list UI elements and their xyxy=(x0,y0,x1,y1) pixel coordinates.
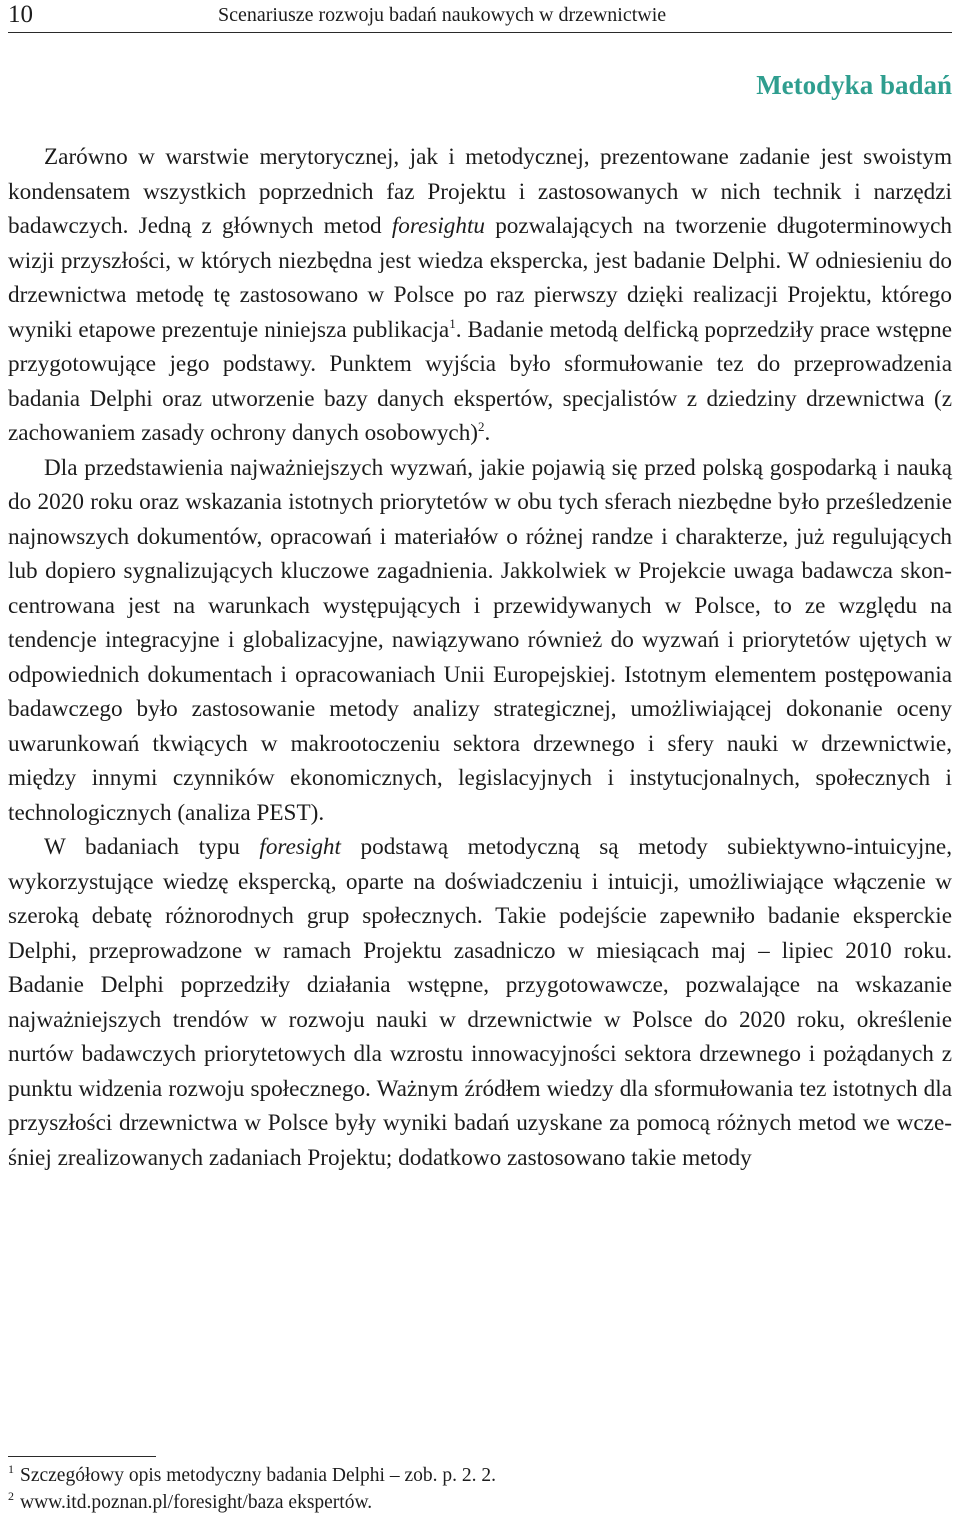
term-foresightu: foresightu xyxy=(391,213,486,239)
footnote-separator xyxy=(8,1456,156,1457)
footnote-ref-1[interactable]: 1 xyxy=(449,315,456,331)
footnote-2-text[interactable]: www.itd.poznan.pl/foresight/baza ekspertów. xyxy=(20,1492,373,1513)
running-title: Scenariusze rozwoju badań naukowych w drzewnictwie xyxy=(218,4,667,26)
footnote-2-mark: 2 xyxy=(8,1489,14,1503)
paragraph-1-part-4: . xyxy=(484,420,491,446)
body-text xyxy=(8,140,952,1175)
paragraph-1-part-2: pozwalających na tworzenie długoterminowych wizji przyszłości, w których niezbędna jest wiedza ekspercka, jest badanie Delphi. W odniesieniu do drzewnictwa metodę tę zastosowano w Polsce po raz pierwszy dzięki realizacji Projektu, którego wyniki etapowe prezentuje niniejsza publikacja xyxy=(8,213,952,343)
paragraph-3-part-2: podstawą metodyczną są metody subiektywno-intuicyjne, wykorzystujące wiedzę ekspercką, oparte na doświadczeniu i intuicji, umożliwiające włączenie w szeroką debatę różnorodnych grup społecznych. Takie podejście zapewniło badanie eksperckie Delphi, przeprowadzone w ramach Projektu zasadniczo w miesiącach maj – lipiec 2010 roku. Badanie Delphi poprzedziły działania wstępne, przygotowawcze, pozwalające na wskazanie najważniejszych trendów w rozwoju nauki w drzewnictwie w Polsce do 2020 roku, określenie nurtów badawczych priorytetowych dla wzrostu innowacyjności sektora drzewnego i pożądanych z punktu widzenia rozwoju społecznego. Ważnym źródłem wiedzy dla sformułowania tez istotnych dla przyszłości drzewnictwa w Polsce były wyniki badań uzyskane za pomocą różnych metod we wcześniej zrealizowanych zadaniach Projektu; dodatkowo zastosowano takie metody xyxy=(8,834,952,1171)
section-title: Metodyka badań xyxy=(756,70,952,100)
paragraph-2: Dla przedstawienia najważniejszych wyzwań, jakie pojawią się przed polską gospodarką i nauką do 2020 roku oraz wskazania istotnych priorytetów w obu tych sferach niezbędne było prześledzenie najnowszych dokumentów, opracowań i materiałów o różnej randze i charakterze, już regulujących lub dopiero sygnalizujących kluczowe zagadnienia. Jakkolwiek w Projekcie uwaga badawcza skoncentrowana jest na warunkach występujących i przewidywanych w Polsce, to ze względu na tendencje integracyjne i globalizacyjne, nawiązywano również do wyzwań i priorytetów ujętych w odpowiednich dokumentach i opracowaniach Unii Europejskiej. Istotnym elementem postępowania badawczego było zastosowanie metody analizy strategicznej, umożliwiającej dokonanie oceny uwarunkowań tkwiących w makrootoczeniu sektora drzewnego i sfery nauki w drzewnictwie, między innymi czynników ekonomicznych, legislacyjnych i instytucjonalnych, społecznych i technologicznych (analiza PEST). xyxy=(8,454,952,826)
page-number: 10 xyxy=(8,1,33,28)
paragraph-1 xyxy=(8,140,952,451)
footnotes xyxy=(8,1462,952,1516)
paragraph-1-part-1: Zarówno w warstwie merytorycznej, jak i metodycznej, prezentowane zadanie jest swoistym kondensatem wszystkich poprzednich faz Projektu i zastosowanych w nich technik i narzędzi badawczych. Jedną z głównych metod xyxy=(8,144,952,239)
footnote-ref-2[interactable]: 2 xyxy=(478,419,485,434)
term-foresight: foresight xyxy=(259,834,341,860)
footnote-1-text: Szczegółowy opis metodyczny badania Delphi – zob. p. 2. 2. xyxy=(20,1465,497,1486)
paragraph-3-part-1: W badaniach typu xyxy=(44,834,260,860)
footnote-1-mark: 1 xyxy=(8,1462,14,1476)
footnote-1 xyxy=(8,1462,952,1489)
page-header xyxy=(8,0,952,33)
footnote-2 xyxy=(8,1489,952,1516)
paragraph-3 xyxy=(8,830,952,1175)
paragraph-1-part-3: . Badanie metodą delficką poprzedziły prace wstępne przygotowujące jego podstawy. Punktem wyjścia było sformułowanie tez do przeprowadzenia badania Delphi oraz utworzenie bazy danych ekspertów, specjalistów z dziedziny drzewnictwa (z zachowaniem zasady ochrony danych osobowych) xyxy=(8,316,952,446)
